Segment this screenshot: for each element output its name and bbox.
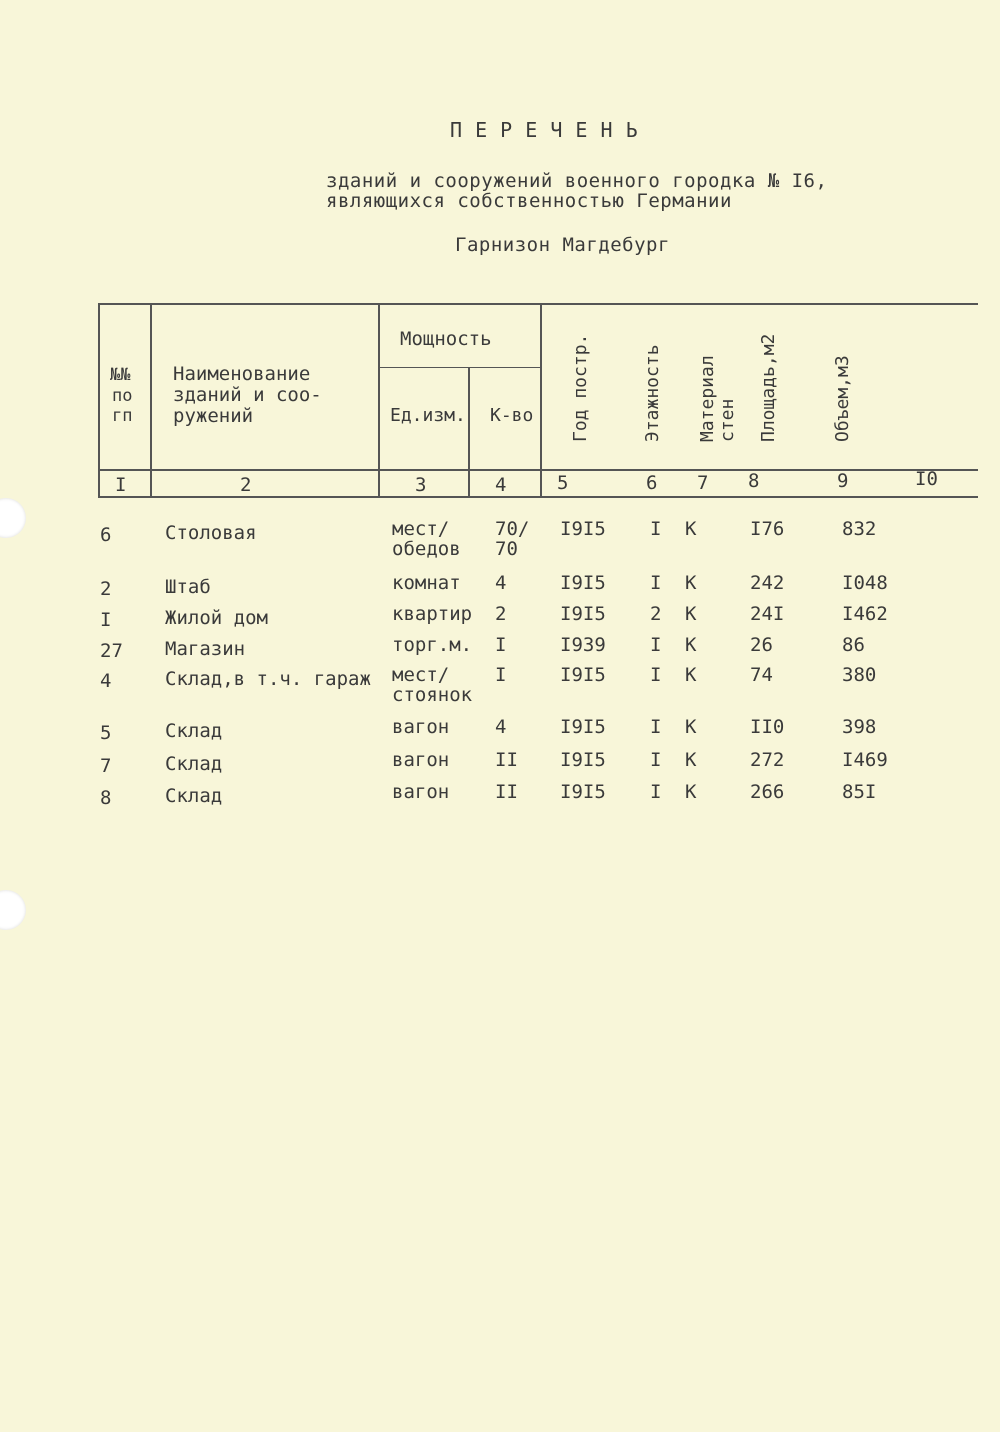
- row-unit: мест/: [392, 518, 450, 540]
- row-area: 266: [750, 781, 785, 803]
- row-unit: квартир: [392, 603, 473, 625]
- row-area: 74: [750, 664, 773, 686]
- row-name: Склад: [165, 753, 223, 775]
- row-floors: I: [650, 664, 662, 686]
- header-material-l1: Материал: [697, 355, 718, 442]
- row-material: К: [685, 664, 697, 686]
- col-divider-1: [150, 304, 152, 497]
- row-name: Столовая: [165, 522, 257, 544]
- header-name-l3: ружений: [173, 405, 254, 427]
- colnum-10: I0: [915, 468, 938, 490]
- row-floors: I: [650, 634, 662, 656]
- row-name: Склад: [165, 785, 223, 807]
- colnum-8: 8: [748, 470, 760, 492]
- row-qty: I: [495, 634, 507, 656]
- row-area: II0: [750, 716, 785, 738]
- row-floors: 2: [650, 603, 662, 625]
- row-qty-line2: 70: [495, 538, 518, 560]
- row-material: К: [685, 518, 697, 540]
- row-num: 2: [100, 578, 112, 600]
- row-unit: вагон: [392, 749, 450, 771]
- colnum-1: I: [115, 474, 127, 496]
- row-volume: I048: [842, 572, 888, 594]
- table-top-border: [98, 303, 978, 305]
- row-volume: I462: [842, 603, 888, 625]
- row-material: К: [685, 572, 697, 594]
- col-divider-3: [468, 368, 470, 497]
- row-year: I9I5: [560, 664, 606, 686]
- row-volume: I469: [842, 749, 888, 771]
- row-material: К: [685, 781, 697, 803]
- row-floors: I: [650, 749, 662, 771]
- header-name-l2: зданий и соо-: [173, 384, 322, 406]
- row-name: Склад,в т.ч. гараж: [165, 668, 371, 690]
- row-qty: 4: [495, 572, 507, 594]
- row-year: I939: [560, 634, 606, 656]
- colnum-2: 2: [240, 474, 252, 496]
- row-year: I9I5: [560, 749, 606, 771]
- header-material-l2: стен: [717, 398, 738, 442]
- colnum-4: 4: [495, 474, 507, 496]
- row-unit: комнат: [392, 572, 461, 594]
- row-year: I9I5: [560, 603, 606, 625]
- row-material: К: [685, 749, 697, 771]
- row-num: 8: [100, 787, 112, 809]
- row-unit: вагон: [392, 716, 450, 738]
- row-area: 26: [750, 634, 773, 656]
- header-floors: Этажность: [642, 344, 663, 442]
- subtitle-line-2: являющихся собственностью Германии: [326, 190, 732, 212]
- row-year: I9I5: [560, 572, 606, 594]
- row-qty: 70/: [495, 518, 530, 540]
- punch-hole-top: [0, 498, 26, 538]
- row-qty: 4: [495, 716, 507, 738]
- row-year: I9I5: [560, 781, 606, 803]
- colnum-3: 3: [415, 474, 427, 496]
- row-name: Штаб: [165, 576, 211, 598]
- row-material: К: [685, 716, 697, 738]
- row-num: 4: [100, 670, 112, 692]
- colnum-6: 6: [646, 472, 658, 494]
- header-qty: К-во: [490, 405, 534, 426]
- row-name: Магазин: [165, 638, 246, 660]
- row-material: К: [685, 603, 697, 625]
- row-unit-line2: стоянок: [392, 684, 473, 706]
- col-divider-0: [98, 304, 100, 497]
- row-name: Жилой дом: [165, 607, 268, 629]
- row-area: 24I: [750, 603, 785, 625]
- row-num: 5: [100, 722, 112, 744]
- row-name: Склад: [165, 720, 223, 742]
- garrison-name: Гарнизон Магдебург: [455, 234, 670, 256]
- row-unit: мест/: [392, 664, 450, 686]
- colnum-5: 5: [557, 472, 569, 494]
- subtitle-line-1: зданий и сооружений военного городка № I6,: [326, 170, 828, 192]
- colnum-7: 7: [697, 472, 709, 494]
- row-volume: 85I: [842, 781, 877, 803]
- colnum-9: 9: [837, 470, 849, 492]
- header-area: Площадь,м2: [758, 333, 779, 442]
- col-divider-4: [540, 304, 542, 497]
- row-qty: II: [495, 781, 518, 803]
- row-qty: 2: [495, 603, 507, 625]
- row-qty: I: [495, 664, 507, 686]
- row-num: 27: [100, 640, 123, 662]
- header-num-l2: по: [112, 386, 133, 406]
- row-unit: вагон: [392, 781, 450, 803]
- row-year: I9I5: [560, 716, 606, 738]
- row-floors: I: [650, 572, 662, 594]
- row-area: 272: [750, 749, 785, 771]
- row-volume: 398: [842, 716, 877, 738]
- power-divider: [378, 367, 541, 368]
- row-num: 6: [100, 524, 112, 546]
- header-power: Мощность: [400, 328, 492, 350]
- row-floors: I: [650, 518, 662, 540]
- row-num: 7: [100, 755, 112, 777]
- header-num-l3: гп: [112, 406, 133, 426]
- header-num-l1: №№: [110, 365, 131, 385]
- row-qty: II: [495, 749, 518, 771]
- row-area: 242: [750, 572, 785, 594]
- row-unit: торг.м.: [392, 634, 473, 656]
- header-unit: Ед.изм.: [390, 405, 466, 426]
- colnum-bottom-border: [98, 496, 978, 498]
- col-divider-2: [378, 304, 380, 497]
- row-area: I76: [750, 518, 785, 540]
- document-title: П Е Р Е Ч Е Н Ь: [450, 118, 639, 142]
- row-floors: I: [650, 716, 662, 738]
- row-floors: I: [650, 781, 662, 803]
- row-year: I9I5: [560, 518, 606, 540]
- row-volume: 86: [842, 634, 865, 656]
- row-material: К: [685, 634, 697, 656]
- row-volume: 832: [842, 518, 877, 540]
- row-unit-line2: обедов: [392, 538, 461, 560]
- header-year: Год постр.: [570, 333, 591, 442]
- row-num: I: [100, 609, 112, 631]
- header-volume: Объем,м3: [832, 355, 853, 442]
- punch-hole-bottom: [0, 890, 26, 930]
- row-volume: 380: [842, 664, 877, 686]
- header-name-l1: Наименование: [173, 363, 311, 385]
